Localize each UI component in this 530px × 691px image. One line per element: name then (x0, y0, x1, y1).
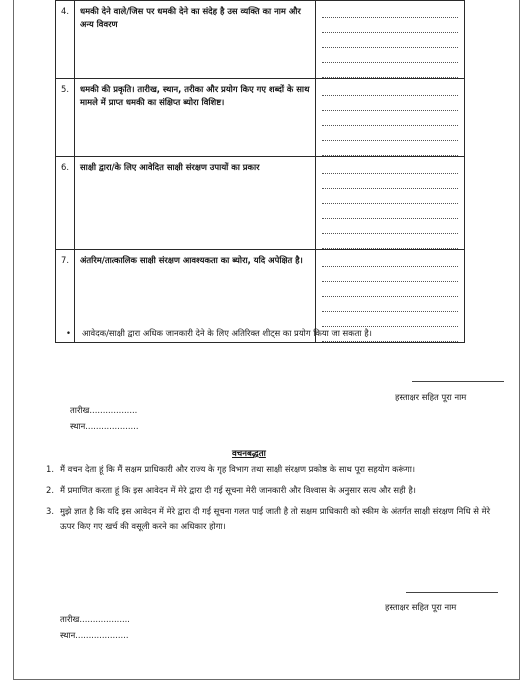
answer-field[interactable] (316, 79, 465, 157)
date-field-1[interactable]: तारीख.................. (70, 405, 138, 415)
signature-line-2 (406, 592, 498, 593)
signature-label-2: हस्ताक्षर सहित पूरा नाम (385, 602, 457, 612)
answer-line[interactable] (322, 48, 458, 63)
pledge-text: मैं वचन देता हूं कि मैं सक्षम प्राधिकारी और राज्य के गृह विभाग तथा साक्षी संरक्षण प्रकोष्ठ के साथ पूरा सहयोग करूंगा। (60, 464, 416, 474)
pledge-number: 3. (46, 506, 54, 516)
pledge-list (46, 462, 504, 540)
answer-line[interactable] (322, 33, 458, 48)
place-field-1[interactable]: स्थान.................... (70, 421, 139, 431)
list-item (46, 462, 504, 477)
signature-line-1 (412, 381, 504, 382)
pledge-text: मैं प्रमाणित करता हूं कि इस आवेदन में मेरे द्वारा दी गई सूचना मेरी जानकारी और विश्वास के अनुसार सत्य और सही है। (60, 485, 416, 495)
answer-line[interactable] (322, 81, 458, 96)
answer-line[interactable] (322, 141, 458, 156)
row-description: साक्षी द्वारा/के लिए आवेदित साक्षी संरक्षण उपायों का प्रकार (75, 157, 316, 250)
table-row (56, 79, 465, 157)
answer-line[interactable] (322, 18, 458, 33)
row-number: 6. (56, 157, 75, 250)
answer-line[interactable] (322, 282, 458, 297)
pledge-number: 2. (46, 485, 54, 495)
row-number: 5. (56, 79, 75, 157)
answer-line[interactable] (322, 159, 458, 174)
answer-field[interactable] (316, 1, 465, 79)
answer-line[interactable] (322, 234, 458, 249)
answer-line[interactable] (322, 3, 458, 18)
pledge-text: मुझे ज्ञात है कि यदि इस आवेदन में मेरे द्वारा दी गई सूचना गलत पाई जाती है तो सक्षम प्राधिकारी को स्कीम के अंतर्गत साक्षी संरक्षण निधि से मेरे ऊपर किए गए खर्च की वसूली करने का अधिकार होगा। (60, 506, 491, 531)
table-row (56, 1, 465, 79)
table-row (56, 157, 465, 250)
details-table (55, 0, 465, 343)
list-item (46, 483, 504, 498)
date-field-2[interactable]: तारीख................... (60, 614, 130, 624)
answer-line[interactable] (322, 96, 458, 111)
answer-line[interactable] (322, 174, 458, 189)
answer-line[interactable] (322, 111, 458, 126)
answer-line[interactable] (322, 297, 458, 312)
row-number: 4. (56, 1, 75, 79)
signature-label-1: हस्ताक्षर सहित पूरा नाम (395, 392, 467, 402)
answer-line[interactable] (322, 312, 458, 327)
answer-field[interactable] (316, 157, 465, 250)
answer-line[interactable] (322, 63, 458, 78)
place-field-2[interactable]: स्थान.................... (60, 630, 129, 640)
pledge-number: 1. (46, 464, 54, 474)
row-description: धमकी देने वाले/जिस पर धमकी देने का संदेह है उस व्यक्ति का नाम और अन्य विवरण (75, 1, 316, 79)
answer-line[interactable] (322, 219, 458, 234)
answer-line[interactable] (322, 267, 458, 282)
list-item (46, 504, 504, 534)
row-description: अंतरिम/तात्कालिक साक्षी संरक्षण आवश्यकता का ब्योरा, यदि अपेक्षित है। (75, 250, 316, 343)
row-description: धमकी की प्रकृति। तारीख, स्थान, तरीका और प्रयोग किए गए शब्दों के साथ मामले में प्राप्त धमकी का संक्षिप्त ब्योरा विशिष्ट। (75, 79, 316, 157)
additional-sheets-note (66, 328, 506, 339)
pledge-heading: वचनबद्धता (232, 449, 266, 459)
answer-line[interactable] (322, 189, 458, 204)
answer-line[interactable] (322, 252, 458, 267)
answer-line[interactable] (322, 126, 458, 141)
bullet-icon: • (66, 328, 71, 338)
row-number: 7. (56, 250, 75, 343)
note-text: आवेदक/साक्षी द्वारा अधिक जानकारी देने के लिए अतिरिक्त शीट्स का प्रयोग किया जा सकता है। (82, 328, 372, 338)
answer-line[interactable] (322, 204, 458, 219)
